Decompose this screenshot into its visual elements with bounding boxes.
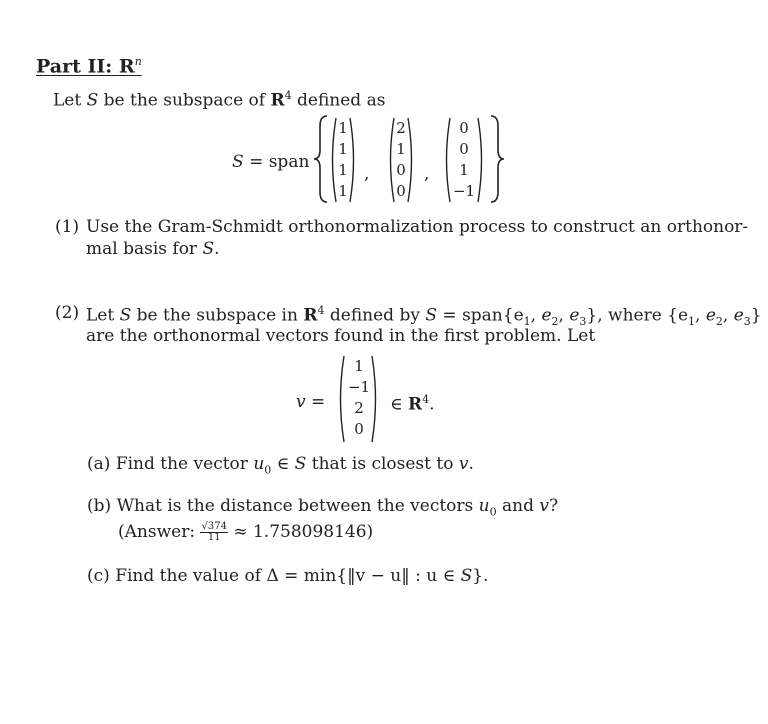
intro-line: [53, 90, 385, 110]
q2-span: = span{e: [442, 305, 524, 326]
qb-label: (b): [87, 496, 112, 516]
vector-3-entry: 0: [459, 119, 469, 137]
intro-rest: be the subspace of: [103, 90, 266, 111]
v-in-R4: [390, 394, 435, 414]
v-entry: −1: [347, 378, 371, 396]
span-eq: = span: [249, 152, 310, 172]
vector-1-entry: 1: [338, 161, 348, 179]
qa-line: [87, 456, 474, 475]
comma-2: ,: [424, 164, 430, 184]
qb-u0: u: [478, 496, 490, 516]
qb-answer-label: (Answer:: [118, 522, 196, 542]
q2-R: R: [303, 305, 318, 326]
q1-line2-S: S: [202, 239, 215, 259]
vector-1-entry: 1: [338, 140, 348, 158]
qb-approx: ≈ 1.758098146): [233, 522, 374, 542]
v-entry: 2: [354, 399, 364, 417]
qa-u0: u: [253, 454, 265, 474]
right-brace: [488, 114, 506, 204]
qc-line: [87, 568, 488, 585]
vector-2: [395, 118, 407, 202]
vector-2-entry: 1: [396, 140, 406, 158]
qc-S: S: [460, 566, 473, 586]
qb-and: and: [502, 496, 534, 516]
vector-2-entry: 2: [396, 119, 406, 137]
qb-text-a: What is the distance between the vectors: [116, 496, 474, 516]
qb-u0-sub: 0: [489, 505, 497, 519]
qc-delta: Δ: [266, 566, 279, 586]
q1-line2: [86, 241, 220, 258]
qb-q: ?: [549, 496, 559, 516]
q2-close: }: [750, 305, 762, 326]
qc-text-a: Find the value of: [115, 566, 262, 586]
intro-let: Let: [53, 90, 82, 111]
part-title-text: Part II: R: [36, 55, 135, 78]
v-R: R: [408, 394, 423, 415]
qa-label: (a): [87, 454, 111, 474]
q2-line1: Let S be the subspace in $R^4$ defined by $S = span\{e_1$, $e_2$, $e_3$}, where {$e_1$, $e_2$, $e_3$}: [86, 304, 762, 329]
v-symbol: v: [296, 392, 306, 412]
vector-3-entry: −1: [452, 182, 476, 200]
qa-v: v: [458, 454, 469, 474]
part-title: [36, 56, 142, 76]
intro-R-sup: 4: [284, 89, 292, 102]
qa-in: ∈: [276, 454, 290, 474]
intro-defined: defined as: [297, 90, 386, 111]
vector-1: [337, 118, 349, 202]
span-lhs-S: S: [232, 152, 244, 172]
qa-text-b: that is closest to: [311, 454, 454, 474]
vector-3: [450, 118, 478, 202]
qa-text-a: Find the vector: [115, 454, 248, 474]
qb-fraction-den: 11: [207, 532, 221, 543]
qb-line: [87, 498, 558, 517]
q1-line2-text: mal basis for: [86, 239, 198, 259]
q2-text: be the subspace in: [136, 305, 298, 326]
v-entry: 1: [354, 357, 364, 375]
q1-line2-end: .: [214, 239, 220, 259]
v-R-sup: 4: [422, 393, 430, 406]
part-title-sup: n: [134, 55, 142, 68]
vector-3-entry: 0: [459, 140, 469, 158]
intro-S: S: [86, 90, 99, 111]
qb-v: v: [539, 496, 550, 516]
vector-1-entry: 1: [338, 182, 348, 200]
v-in: ∈: [390, 394, 403, 415]
vector-1-entry: 1: [338, 119, 348, 137]
q1-line1: Use the Gram-Schmidt orthonormalization process to construct an orthonor-: [86, 217, 749, 237]
q2-S2: S: [425, 305, 438, 326]
vector-3-entry: 1: [459, 161, 469, 179]
q2-where: }, where {e: [586, 305, 689, 326]
comma-1: ,: [364, 164, 370, 184]
qa-u0-sub: 0: [264, 463, 272, 477]
span-lhs: [232, 154, 309, 171]
q2-let: Let: [86, 305, 115, 326]
q2-R-sup: 4: [317, 304, 325, 317]
v-dot: .: [429, 394, 435, 415]
v-entry: 0: [354, 420, 364, 438]
q2-S: S: [119, 305, 132, 326]
q2-defined: defined by: [329, 305, 420, 326]
qb-answer: [118, 522, 373, 543]
v-label: [296, 394, 325, 411]
qb-fraction: [200, 522, 227, 543]
q2-line2: are the orthonormal vectors found in the first problem. Let: [86, 326, 596, 346]
q1-number: (1): [55, 217, 80, 237]
v-eq: =: [311, 392, 326, 412]
qc-expr: = min{‖v − u‖ : u ∈: [284, 566, 456, 586]
vector-2-entry: 0: [396, 182, 406, 200]
q2-number: (2): [55, 303, 80, 323]
v-vector: [345, 356, 373, 440]
qa-S: S: [294, 454, 307, 474]
qc-end: }.: [472, 566, 489, 586]
qb-fraction-num: √374: [201, 521, 227, 532]
qc-label: (c): [87, 566, 110, 586]
qa-dot: .: [468, 454, 474, 474]
vector-2-entry: 0: [396, 161, 406, 179]
intro-R: R: [270, 90, 285, 111]
